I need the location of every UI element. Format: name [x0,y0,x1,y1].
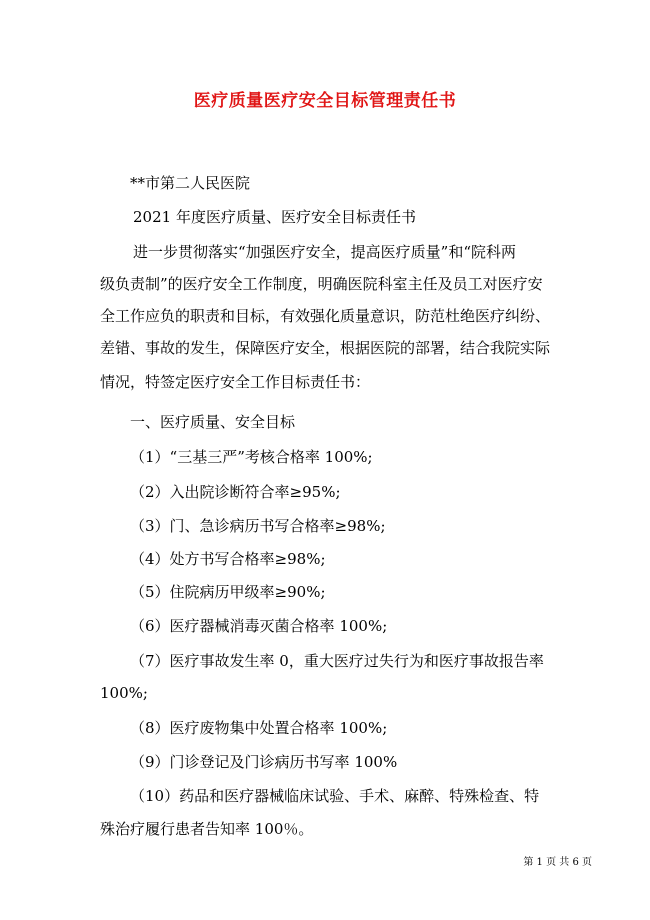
page-number: 第 1 页 共 6 页 [523,857,592,868]
target-item: （6）医疗器械消毒灭菌合格率 100%; [130,617,388,635]
target-item: （8）医疗废物集中处置合格率 100%; [130,719,388,737]
hospital-name: **市第二人民医院 [130,174,251,192]
document-title: 医疗质量医疗安全目标管理责任书 [193,91,457,111]
section-heading: 一、医疗质量、安全目标 [130,413,296,431]
target-item: （4）处方书写合格率≥98%; [130,550,326,568]
intro-line: 差错、事故的发生，保障医疗安全，根据医院的部署，结合我院实际 [100,339,551,357]
intro-line: 级负责制”的医疗安全工作制度，明确医院科室主任及员工对医疗安 [100,275,543,293]
target-item: （9）门诊登记及门诊病历书写率 100% [130,753,398,771]
document-subtitle: 2021 年度医疗质量、医疗安全目标责任书 [133,208,416,226]
target-item: （10）药品和医疗器械临床试验、手术、麻醉、特殊检查、特 [130,787,540,805]
target-item: （5）住院病历甲级率≥90%; [130,583,326,601]
target-item: （1）“三基三严”考核合格率 100%; [130,448,373,466]
target-item-continued: 殊治疗履行患者告知率 100％。 [100,820,314,838]
target-item: （3）门、急诊病历书写合格率≥98%; [130,517,386,535]
intro-line: 情况，特签定医疗安全工作目标责任书： [100,373,371,391]
target-item-continued: 100%; [100,684,148,702]
intro-line: 进一步贯彻落实“加强医疗安全，提高医疗质量”和“院科两 [133,243,517,261]
target-item: （7）医疗事故发生率 0，重大医疗过失行为和医疗事故报告率 [130,652,544,670]
intro-line: 全工作应负的职责和目标，有效强化质量意识，防范杜绝医疗纠纷、 [100,307,551,325]
target-item: （2）入出院诊断符合率≥95%; [130,483,341,501]
